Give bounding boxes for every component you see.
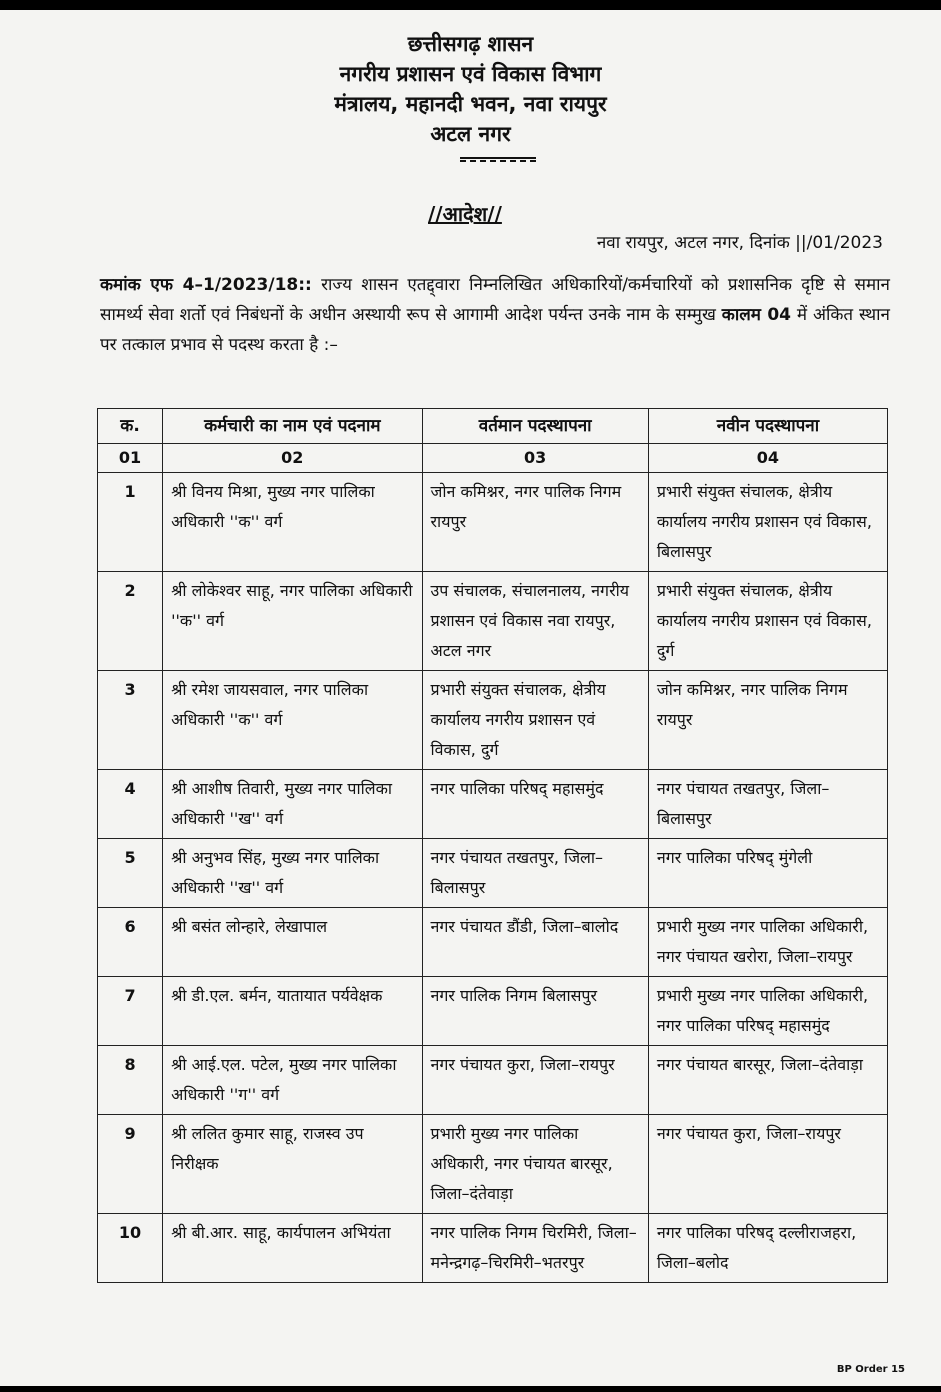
table-row bbox=[98, 473, 888, 572]
column-number-row bbox=[98, 444, 888, 473]
employee-name: श्री आशीष तिवारी, मुख्य नगर पालिका अधिकारी ''ख'' वर्ग bbox=[163, 770, 422, 839]
new-posting: प्रभारी संयुक्त संचालक, क्षेत्रीय कार्यालय नगरीय प्रशासन एवं विकास, बिलासपुर bbox=[648, 473, 887, 572]
table-row bbox=[98, 770, 888, 839]
serial-number: 8 bbox=[98, 1046, 163, 1115]
current-posting: प्रभारी संयुक्त संचालक, क्षेत्रीय कार्यालय नगरीय प्रशासन एवं विकास, दुर्ग bbox=[422, 671, 648, 770]
office-address: मंत्रालय, महानदी भवन, नवा रायपुर bbox=[334, 92, 607, 116]
serial-number: 5 bbox=[98, 839, 163, 908]
current-posting: नगर पालिका परिषद् महासमुंद bbox=[422, 770, 648, 839]
table-row bbox=[98, 572, 888, 671]
current-posting: नगर पालिक निगम चिरमिरी, जिला–मनेन्द्रगढ़–चिरमिरी–भतरपुर bbox=[422, 1214, 648, 1283]
new-posting: नगर पंचायत बारसूर, जिला–दंतेवाड़ा bbox=[648, 1046, 887, 1115]
employee-name: श्री बी.आर. साहू, कार्यपालन अभियंता bbox=[163, 1214, 422, 1283]
employee-name: श्री ललित कुमार साहू, राजस्व उप निरीक्षक bbox=[163, 1115, 422, 1214]
new-posting: नगर पालिका परिषद् मुंगेली bbox=[648, 839, 887, 908]
serial-number: 7 bbox=[98, 977, 163, 1046]
department-name: नगरीय प्रशासन एवं विकास विभाग bbox=[339, 62, 602, 86]
order-body bbox=[100, 270, 890, 360]
current-posting: नगर पालिक निगम बिलासपुर bbox=[422, 977, 648, 1046]
table-row bbox=[98, 1214, 888, 1283]
current-posting: नगर पंचायत डौंडी, जिला–बालोद bbox=[422, 908, 648, 977]
city-name: अटल नगर bbox=[430, 122, 511, 146]
order-reference: कमांक एफ 4–1/2023/18:: bbox=[100, 275, 312, 295]
table-header-row bbox=[98, 409, 888, 444]
transfer-table bbox=[97, 408, 888, 1283]
header-new-posting: नवीन पदस्थापना bbox=[648, 409, 887, 444]
new-posting: नगर पंचायत तखतपुर, जिला–बिलासपुर bbox=[648, 770, 887, 839]
column-number: 02 bbox=[163, 444, 422, 473]
header-employee-name: कर्मचारी का नाम एवं पदनाम bbox=[163, 409, 422, 444]
header-serial: क. bbox=[98, 409, 163, 444]
new-posting: जोन कमिश्नर, नगर पालिक निगम रायपुर bbox=[648, 671, 887, 770]
order-date-line: नवा रायपुर, अटल नगर, दिनांक ||/01/2023 bbox=[596, 233, 883, 253]
employee-name: श्री आई.एल. पटेल, मुख्य नगर पालिका अधिकारी ''ग'' वर्ग bbox=[163, 1046, 422, 1115]
employee-name: श्री अनुभव सिंह, मुख्य नगर पालिका अधिकारी ''ख'' वर्ग bbox=[163, 839, 422, 908]
new-posting: नगर पालिका परिषद् दल्लीराजहरा, जिला–बलोद bbox=[648, 1214, 887, 1283]
column-number: 04 bbox=[648, 444, 887, 473]
table-row bbox=[98, 1115, 888, 1214]
footer-watermark: BP Order 15 bbox=[836, 1364, 905, 1375]
current-posting: नगर पंचायत तखतपुर, जिला–बिलासपुर bbox=[422, 839, 648, 908]
table-row bbox=[98, 671, 888, 770]
table-row bbox=[98, 977, 888, 1046]
serial-number: 9 bbox=[98, 1115, 163, 1214]
order-title: //आदेश// bbox=[428, 202, 502, 226]
employee-name: श्री लोकेश्वर साहू, नगर पालिका अधिकारी ''क'' वर्ग bbox=[163, 572, 422, 671]
column-number: 03 bbox=[422, 444, 648, 473]
new-posting: प्रभारी मुख्य नगर पालिका अधिकारी, नगर पंचायत खरोरा, जिला–रायपुर bbox=[648, 908, 887, 977]
serial-number: 3 bbox=[98, 671, 163, 770]
serial-number: 6 bbox=[98, 908, 163, 977]
new-posting: प्रभारी मुख्य नगर पालिका अधिकारी, नगर पालिका परिषद् महासमुंद bbox=[648, 977, 887, 1046]
current-posting: प्रभारी मुख्य नगर पालिका अधिकारी, नगर पंचायत बारसूर, जिला–दंतेवाड़ा bbox=[422, 1115, 648, 1214]
order-body-text-2: में अंकित स्थान पर तत्काल प्रभाव से पदस्थ करता है :– bbox=[100, 305, 890, 355]
employee-name: श्री रमेश जायसवाल, नगर पालिका अधिकारी ''क'' वर्ग bbox=[163, 671, 422, 770]
serial-number: 4 bbox=[98, 770, 163, 839]
table-row bbox=[98, 839, 888, 908]
new-posting: नगर पंचायत कुरा, जिला–रायपुर bbox=[648, 1115, 887, 1214]
header-divider bbox=[460, 157, 536, 162]
new-posting: प्रभारी संयुक्त संचालक, क्षेत्रीय कार्यालय नगरीय प्रशासन एवं विकास, दुर्ग bbox=[648, 572, 887, 671]
bottom-black-border bbox=[0, 1386, 941, 1392]
employee-name: श्री बसंत लोन्हारे, लेखापाल bbox=[163, 908, 422, 977]
order-body-bold: कालम 04 bbox=[721, 305, 792, 325]
top-black-border bbox=[0, 0, 941, 10]
header-current-posting: वर्तमान पदस्थापना bbox=[422, 409, 648, 444]
serial-number: 2 bbox=[98, 572, 163, 671]
employee-name: श्री डी.एल. बर्मन, यातायात पर्यवेक्षक bbox=[163, 977, 422, 1046]
order-body-text-1: राज्य शासन एतद्द्वारा निम्नलिखित अधिकारियों/कर्मचारियों को प्रशासनिक दृष्टि से समान सामर्थ्य सेवा शर्तो एवं निबंधनों के अधीन अस्थायी रूप से आगामी आदेश पर्यन्त उनके नाम के सम्मुख bbox=[100, 275, 890, 325]
current-posting: उप संचालक, संचालनालय, नगरीय प्रशासन एवं विकास नवा रायपुर, अटल नगर bbox=[422, 572, 648, 671]
column-number: 01 bbox=[98, 444, 163, 473]
govt-name: छत्तीसगढ़ शासन bbox=[407, 32, 534, 56]
employee-name: श्री विनय मिश्रा, मुख्य नगर पालिका अधिकारी ''क'' वर्ग bbox=[163, 473, 422, 572]
current-posting: जोन कमिश्नर, नगर पालिक निगम रायपुर bbox=[422, 473, 648, 572]
serial-number: 10 bbox=[98, 1214, 163, 1283]
serial-number: 1 bbox=[98, 473, 163, 572]
current-posting: नगर पंचायत कुरा, जिला–रायपुर bbox=[422, 1046, 648, 1115]
table-row bbox=[98, 1046, 888, 1115]
table-row bbox=[98, 908, 888, 977]
